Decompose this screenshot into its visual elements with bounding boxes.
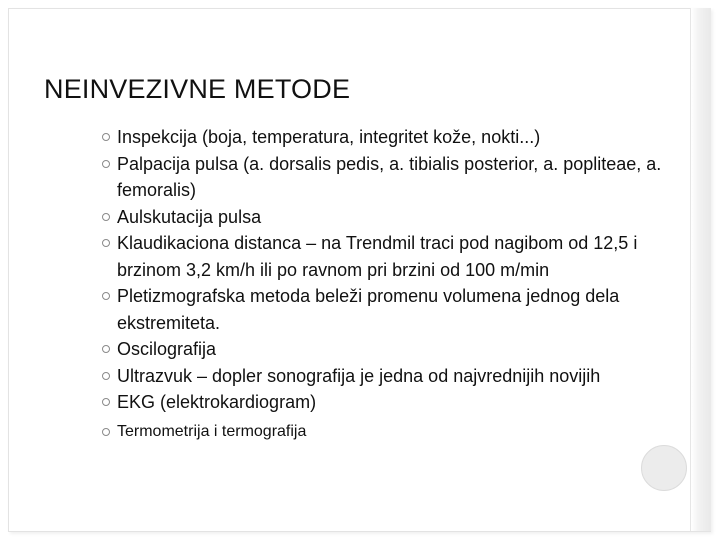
bullet-circle-icon bbox=[102, 428, 110, 436]
bullet-circle-icon bbox=[102, 239, 110, 247]
bullet-circle-icon bbox=[102, 213, 110, 221]
bullet-circle-icon bbox=[102, 345, 110, 353]
bullet-text: Oscilografija bbox=[117, 339, 217, 359]
slide-title: NEINVEZIVNE METODE bbox=[44, 74, 351, 104]
bullet-item-ekg bbox=[102, 389, 692, 416]
bullet-item-inspekcija bbox=[102, 124, 692, 151]
bullet-item-termometrija bbox=[102, 419, 692, 445]
bullet-circle-icon bbox=[102, 133, 110, 141]
bullet-item-pletizmografija bbox=[102, 283, 692, 336]
bullet-text: EKG (elektrokardiogram) bbox=[117, 392, 317, 412]
decorative-circle bbox=[641, 445, 687, 491]
bullet-item-oscilografija bbox=[102, 336, 692, 363]
bullet-text: Palpacija pulsa (a. dorsalis pedis, a. tibialis posterior, a. popliteae, a. femoralis) bbox=[117, 153, 662, 200]
bullet-circle-icon bbox=[102, 292, 110, 300]
bullet-circle-icon bbox=[102, 372, 110, 380]
bullet-text: Klaudikaciona distanca – na Trendmil traci pod nagibom od 12,5 i brzinom 3,2 km/h ili po ravnom pri brzini od 100 m/min bbox=[117, 233, 638, 280]
bullet-text: Inspekcija (boja, temperatura, integritet kože, nokti...) bbox=[117, 127, 541, 147]
bullet-text: Termometrija i termografija bbox=[117, 422, 307, 440]
bullet-item-klaudikaciona-distanca bbox=[102, 230, 692, 283]
bullet-item-ultrazvuk bbox=[102, 363, 692, 390]
bullet-text: Ultrazvuk – dopler sonografija je jedna od najvrednijih novijih bbox=[117, 365, 601, 386]
bullet-item-palpacija bbox=[102, 151, 692, 204]
bullet-text: Pletizmografska metoda beleži promenu volumena jednog dela ekstremiteta. bbox=[117, 286, 620, 333]
bullet-circle-icon bbox=[102, 398, 110, 406]
bullet-text: Aulskutacija pulsa bbox=[117, 206, 262, 227]
bullet-item-auskultacija bbox=[102, 204, 692, 231]
bullet-circle-icon bbox=[102, 160, 110, 168]
slide-side-bar bbox=[690, 8, 711, 531]
bullet-list bbox=[102, 124, 692, 445]
